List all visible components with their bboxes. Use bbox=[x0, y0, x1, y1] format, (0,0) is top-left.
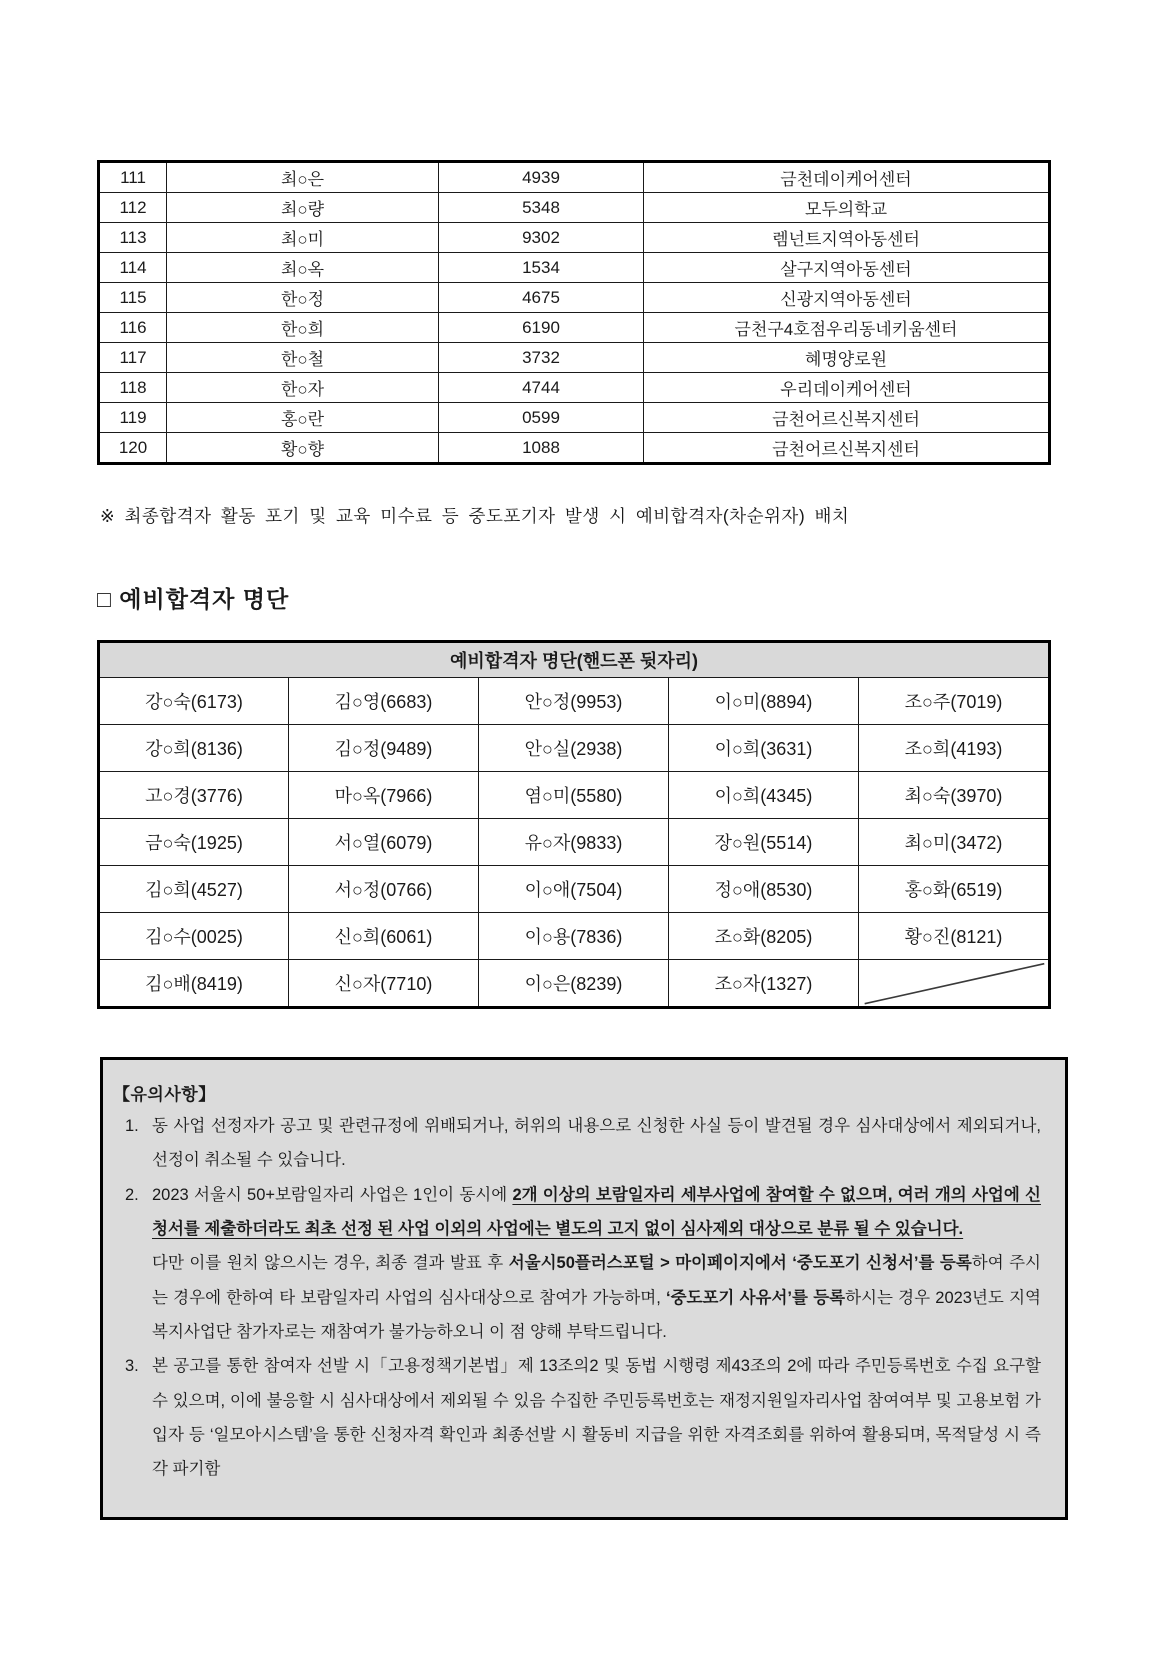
final-table-row bbox=[99, 343, 1050, 373]
final-table-row bbox=[99, 403, 1050, 433]
notice-item-1-number: 1. bbox=[125, 1117, 139, 1135]
waiting-cell: 김○배(8419) bbox=[99, 960, 289, 1008]
waiting-cell: 이○애(7504) bbox=[479, 866, 669, 913]
final-table-row bbox=[99, 373, 1050, 403]
notice-item-2-text: 하시는 경우 2023년도 지역복지사업단 참가자로는 재참여가 불가능하오니 이 점 양해 부탁드립니다. bbox=[152, 1288, 1041, 1341]
waiting-cell: 정○애(8530) bbox=[669, 866, 859, 913]
final-cell-name: 황○향 bbox=[167, 433, 439, 464]
final-pass-table bbox=[97, 160, 1051, 465]
waiting-cell: 김○영(6683) bbox=[289, 678, 479, 725]
waiting-cell: 이○용(7836) bbox=[479, 913, 669, 960]
final-cell-center: 금천데이케어센터 bbox=[644, 162, 1050, 193]
notice-item-2-text: 하여 주시는 경우에 한하여 타 보람일자리 사업의 심사대상으로 참여가 가능하며, bbox=[152, 1254, 1041, 1307]
waiting-cell: 이○은(8239) bbox=[479, 960, 669, 1008]
notice-item-3-number: 3. bbox=[125, 1357, 139, 1376]
waiting-cell: 신○자(7710) bbox=[289, 960, 479, 1008]
waiting-cell: 강○숙(6173) bbox=[99, 678, 289, 725]
final-cell-center: 혜명양로원 bbox=[644, 343, 1050, 373]
final-cell-no: 113 bbox=[99, 223, 167, 253]
final-cell-phone: 5348 bbox=[439, 193, 644, 223]
final-table-row bbox=[99, 162, 1050, 193]
final-cell-name: 최○량 bbox=[167, 193, 439, 223]
final-table-row bbox=[99, 223, 1050, 253]
waiting-cell: 금○숙(1925) bbox=[99, 819, 289, 866]
waiting-cell: 이○희(4345) bbox=[669, 772, 859, 819]
final-table-row bbox=[99, 283, 1050, 313]
final-cell-phone: 9302 bbox=[439, 223, 644, 253]
waiting-cell: 조○화(8205) bbox=[669, 913, 859, 960]
final-cell-center: 신광지역아동센터 bbox=[644, 283, 1050, 313]
notice-item-2-paragraph-1 bbox=[152, 1178, 1041, 1247]
final-cell-no: 119 bbox=[99, 403, 167, 433]
waiting-cell: 김○정(9489) bbox=[289, 725, 479, 772]
final-cell-name: 한○정 bbox=[167, 283, 439, 313]
waiting-list-table bbox=[97, 640, 1051, 1009]
notice-item-2-text: 다만 이를 원치 않으시는 경우, 최종 결과 발표 후 bbox=[152, 1254, 509, 1273]
notice-item-2-number: 2. bbox=[125, 1185, 139, 1204]
waiting-cell: 안○정(9953) bbox=[479, 678, 669, 725]
final-cell-phone: 4744 bbox=[439, 373, 644, 403]
waiting-cell: 홍○화(6519) bbox=[859, 866, 1050, 913]
waiting-row bbox=[99, 960, 1050, 1008]
waiting-cell: 마○옥(7966) bbox=[289, 772, 479, 819]
final-cell-name: 한○희 bbox=[167, 313, 439, 343]
final-cell-phone: 6190 bbox=[439, 313, 644, 343]
substitute-placement-note: ※ 최종합격자 활동 포기 및 교육 미수료 등 중도포기자 발생 시 예비합격자(차순위자) 배치 bbox=[100, 506, 850, 526]
waiting-cell: 고○경(3776) bbox=[99, 772, 289, 819]
final-cell-no: 120 bbox=[99, 433, 167, 464]
waiting-cell: 김○희(4527) bbox=[99, 866, 289, 913]
waiting-table-header: 예비합격자 명단(핸드폰 뒷자리) bbox=[99, 642, 1050, 678]
final-cell-no: 116 bbox=[99, 313, 167, 343]
final-cell-no: 111 bbox=[99, 162, 167, 193]
waiting-cell: 장○원(5514) bbox=[669, 819, 859, 866]
notice-item-1 bbox=[113, 1109, 1041, 1178]
waiting-row bbox=[99, 866, 1050, 913]
final-cell-phone: 1088 bbox=[439, 433, 644, 464]
notice-item-1-text: 동 사업 선정자가 공고 및 관련규정에 위배되거나, 허위의 내용으로 신청한 사실 등이 발견될 경우 심사대상에서 제외되거나, 선정이 취소될 수 있습니다. bbox=[152, 1117, 1041, 1170]
notice-item-2-paragraph-2 bbox=[152, 1246, 1041, 1349]
waiting-cell: 서○열(6079) bbox=[289, 819, 479, 866]
final-cell-name: 한○철 bbox=[167, 343, 439, 373]
empty-cell-diagonal bbox=[859, 960, 1050, 1008]
notice-item-2-bold: ‘중도포기 사유서’를 등록 bbox=[666, 1288, 846, 1307]
notice-item-2-bold: 서울시50플러스포털 > 마이페이지에서 ‘중도포기 신청서’를 등록 bbox=[508, 1254, 972, 1273]
waiting-cell: 조○희(4193) bbox=[859, 725, 1050, 772]
final-table-row bbox=[99, 193, 1050, 223]
waiting-cell: 유○자(9833) bbox=[479, 819, 669, 866]
final-cell-no: 118 bbox=[99, 373, 167, 403]
waiting-cell: 서○정(0766) bbox=[289, 866, 479, 913]
notice-box bbox=[100, 1057, 1068, 1520]
waiting-cell: 신○희(6061) bbox=[289, 913, 479, 960]
waiting-cell: 황○진(8121) bbox=[859, 913, 1050, 960]
final-cell-center: 렘넌트지역아동센터 bbox=[644, 223, 1050, 253]
waiting-row bbox=[99, 725, 1050, 772]
waiting-cell: 조○자(1327) bbox=[669, 960, 859, 1008]
final-table-row bbox=[99, 433, 1050, 464]
final-cell-no: 117 bbox=[99, 343, 167, 373]
waiting-cell: 이○미(8894) bbox=[669, 678, 859, 725]
final-cell-name: 최○미 bbox=[167, 223, 439, 253]
notice-title: 【유의사항】 bbox=[113, 1085, 216, 1104]
waiting-cell: 강○희(8136) bbox=[99, 725, 289, 772]
final-table-row bbox=[99, 313, 1050, 343]
final-cell-center: 금천어르신복지센터 bbox=[644, 403, 1050, 433]
diagonal-line bbox=[859, 960, 1048, 1006]
final-cell-phone: 4675 bbox=[439, 283, 644, 313]
waiting-list-heading: □ 예비합격자 명단 bbox=[97, 586, 290, 612]
final-cell-phone: 0599 bbox=[439, 403, 644, 433]
final-cell-center: 모두의학교 bbox=[644, 193, 1050, 223]
waiting-cell: 최○숙(3970) bbox=[859, 772, 1050, 819]
final-cell-phone: 4939 bbox=[439, 162, 644, 193]
waiting-header-row bbox=[99, 642, 1050, 678]
final-cell-center: 우리데이케어센터 bbox=[644, 373, 1050, 403]
notice-item-3-text: 본 공고를 통한 참여자 선발 시「고용정책기본법」제 13조의2 및 동법 시행령 제43조의 2에 따라 주민등록번호 수집 요구할 수 있으며, 이에 불응할 시 심사대상에서 제외될 수 있음 수집한 주민등록번호는 재정지원일자리사업 참여여부 및 고용보험 가입자 등 ‘일모아시스템’을 통한 신청자격 확인과 최종선발 시 활동비 지급을 위한 자격조회를 위하여 활용되며, 목적달성 시 즉각 파기함 bbox=[152, 1357, 1041, 1479]
final-cell-phone: 3732 bbox=[439, 343, 644, 373]
waiting-cell: 안○실(2938) bbox=[479, 725, 669, 772]
notice-item-3 bbox=[113, 1349, 1041, 1486]
waiting-cell: 조○주(7019) bbox=[859, 678, 1050, 725]
final-cell-name: 홍○란 bbox=[167, 403, 439, 433]
waiting-cell: 염○미(5580) bbox=[479, 772, 669, 819]
final-cell-no: 112 bbox=[99, 193, 167, 223]
waiting-row bbox=[99, 678, 1050, 725]
notice-item-2-text: 2023 서울시 50+보람일자리 사업은 1인이 동시에 bbox=[152, 1185, 513, 1204]
waiting-row bbox=[99, 772, 1050, 819]
final-cell-name: 최○은 bbox=[167, 162, 439, 193]
waiting-row bbox=[99, 913, 1050, 960]
waiting-cell: 이○희(3631) bbox=[669, 725, 859, 772]
waiting-cell: 김○수(0025) bbox=[99, 913, 289, 960]
final-cell-name: 한○자 bbox=[167, 373, 439, 403]
final-cell-no: 115 bbox=[99, 283, 167, 313]
notice-item-2 bbox=[113, 1178, 1041, 1350]
final-cell-center: 금천어르신복지센터 bbox=[644, 433, 1050, 464]
final-cell-center: 살구지역아동센터 bbox=[644, 253, 1050, 283]
final-cell-no: 114 bbox=[99, 253, 167, 283]
waiting-cell: 최○미(3472) bbox=[859, 819, 1050, 866]
final-cell-name: 최○옥 bbox=[167, 253, 439, 283]
final-cell-phone: 1534 bbox=[439, 253, 644, 283]
notice-item-2-emphasis: 2개 이상의 보람일자리 세부사업에 참여할 수 없으며, 여러 개의 사업에 신청서를 제출하더라도 최초 선정 된 사업 이외의 사업에는 별도의 고지 없이 심사제외 대상으로 분류 될 수 있습니다. bbox=[152, 1185, 1041, 1238]
final-cell-center: 금천구4호점우리동네키움센터 bbox=[644, 313, 1050, 343]
final-table-row bbox=[99, 253, 1050, 283]
waiting-row bbox=[99, 819, 1050, 866]
